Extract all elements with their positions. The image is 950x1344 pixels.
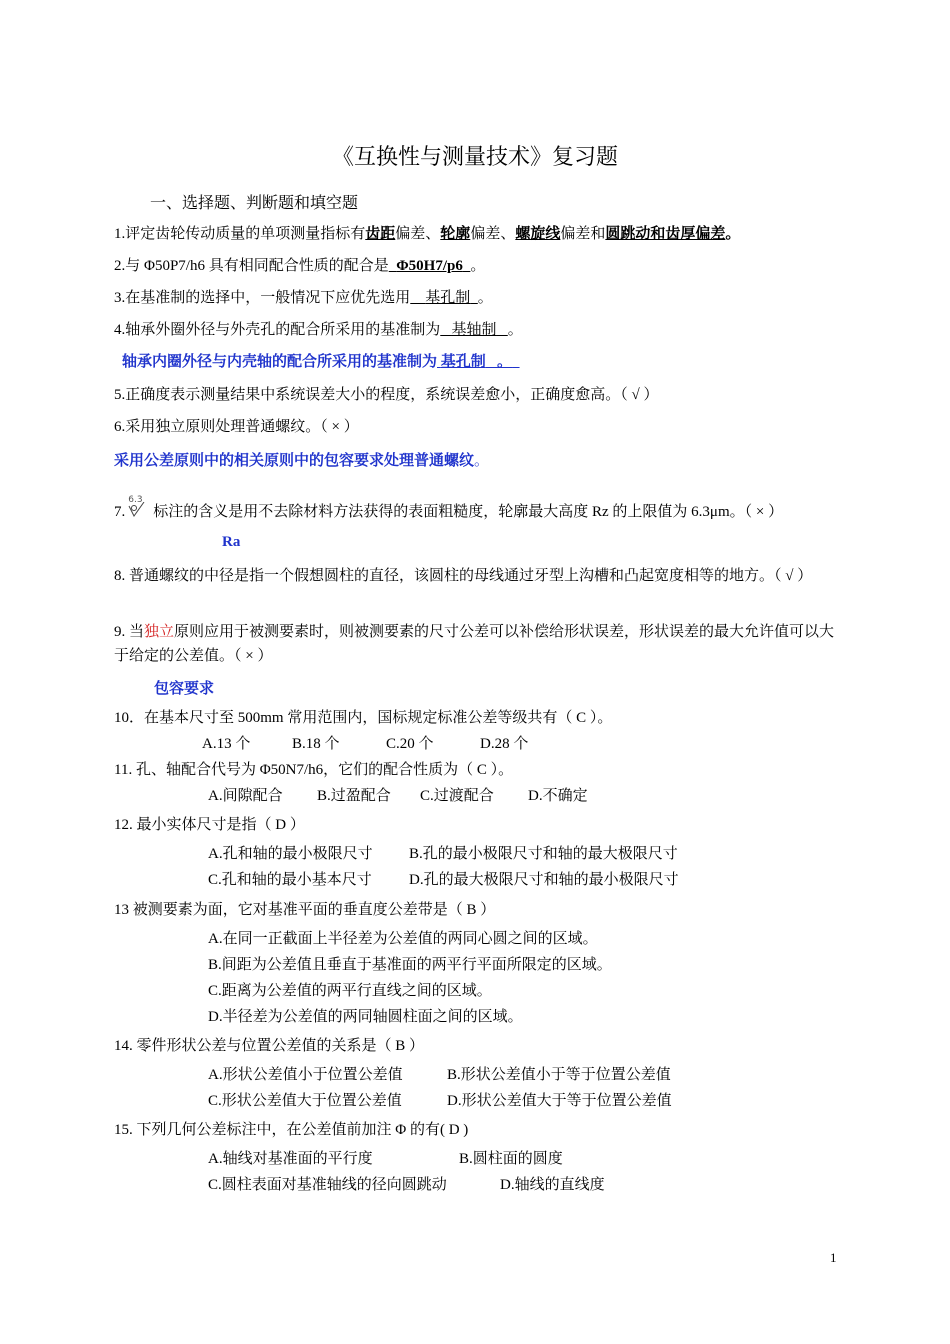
- answer-4-note: 基孔制 。: [440, 354, 513, 370]
- question-9-note: 包容要求: [154, 681, 215, 697]
- question-13: 13 被测要素为面，它对基准平面的垂直度公差带是（ B ）: [114, 902, 496, 918]
- q14-option-d: D.形状公差值大于等于位置公差值: [447, 1093, 672, 1109]
- question-5: 5.正确度表示测量结果中系统误差大小的程度，系统误差愈小，正确度愈高。（ √ ）: [114, 387, 659, 403]
- answer-1c: 螺旋线: [515, 226, 561, 242]
- question-3: 3.在基准制的选择中，一般情况下应优先选用 基孔制 。: [114, 290, 493, 306]
- answer-3: 基孔制: [425, 290, 471, 306]
- question-6: 6.采用独立原则处理普通螺纹。（ × ）: [114, 419, 359, 435]
- answer-1a: 齿距: [365, 226, 396, 242]
- q11-option-b: B.过盈配合: [317, 788, 391, 804]
- question-12: 12. 最小实体尺寸是指（ D ）: [114, 817, 305, 833]
- question-11: 11. 孔、轴配合代号为 Φ50N7/h6，它们的配合性质为（ C ）。: [114, 762, 514, 778]
- question-2: 2.与 Φ50P7/h6 具有相同配合性质的配合是 Φ50H7/p6 。: [114, 258, 486, 274]
- q14-option-a: A.形状公差值小于位置公差值: [208, 1067, 403, 1083]
- question-6-note: 采用公差原则中的相关原则中的包容要求处理普通螺纹。: [114, 453, 490, 469]
- question-15: 15. 下列几何公差标注中，在公差值前加注 Φ 的有( D ): [114, 1122, 469, 1138]
- q10-option-a: A.13 个: [202, 736, 251, 752]
- question-7: 7. 6.3 标注的含义是用不去除材料方法获得的表面粗糙度，轮廓最大高度 Rz 的上限值为 6.3μm。（ × ）: [114, 495, 784, 520]
- page-title: 《互换性与测量技术》复习题: [331, 145, 618, 170]
- question-4-note: 轴承内圈外径与内壳轴的配合所采用的基准制为 基孔制 。: [122, 352, 520, 372]
- q11-option-d: D.不确定: [528, 788, 588, 804]
- q15-option-c: C.圆柱表面对基准轴线的径向圆跳动: [208, 1177, 447, 1193]
- question-10: 10．在基本尺寸至 500mm 常用范围内，国标规定标准公差等级共有（ C ）。: [114, 710, 613, 726]
- q11-option-c: C.过渡配合: [420, 788, 494, 804]
- q15-option-b: B.圆柱面的圆度: [459, 1151, 563, 1167]
- section-heading: 一、选择题、判断题和填空题: [150, 193, 359, 212]
- question-14: 14. 零件形状公差与位置公差值的关系是（ B ）: [114, 1038, 425, 1054]
- q13-option-c: C.距离为公差值的两平行直线之间的区域。: [208, 983, 492, 999]
- q10-option-b: B.18 个: [292, 736, 340, 752]
- q13-option-a: A.在同一正截面上半径差为公差值的两同心圆之间的区域。: [208, 931, 598, 947]
- q12-option-d: D.孔的最大极限尺寸和轴的最小极限尺寸: [409, 872, 679, 888]
- q12-option-a: A.孔和轴的最小极限尺寸: [208, 846, 373, 862]
- question-7-note: Ra: [222, 534, 241, 550]
- answer-1b: 轮廓: [440, 226, 471, 242]
- answer-2: Φ50H7/p6: [396, 258, 463, 274]
- question-8: 8. 普通螺纹的中径是指一个假想圆柱的直径，该圆柱的母线通过牙型上沟槽和凸起宽度相等的地方。（ √ ）: [114, 568, 813, 584]
- q15-option-a: A.轴线对基准面的平行度: [208, 1151, 373, 1167]
- question-1: 1.评定齿轮传动质量的单项测量指标有齿距偏差、轮廓偏差、螺旋线偏差和圆跳动和齿厚偏差。: [114, 226, 741, 242]
- q12-option-c: C.孔和轴的最小基本尺寸: [208, 872, 372, 888]
- q13-option-d: D.半径差为公差值的两同轴圆柱面之间的区域。: [208, 1009, 523, 1025]
- q10-option-c: C.20 个: [386, 736, 434, 752]
- surface-roughness-symbol-icon: 6.3: [128, 500, 150, 518]
- question-4: 4.轴承外圈外径与外壳孔的配合所采用的基准制为 基轴制 。: [114, 322, 523, 338]
- page-number: 1: [830, 1250, 837, 1265]
- q14-option-c: C.形状公差值大于位置公差值: [208, 1093, 402, 1109]
- q12-option-b: B.孔的最小极限尺寸和轴的最大极限尺寸: [409, 846, 678, 862]
- q11-option-a: A.间隙配合: [208, 788, 283, 804]
- answer-4: 基轴制: [451, 322, 497, 338]
- answer-1d: 圆跳动和齿厚偏差: [605, 226, 726, 242]
- question-9: 9. 当独立原则应用于被测要素时，则被测要素的尺寸公差可以补偿给形状误差，形状误差的最大允许值可以大于给定的公差值。（ × ）: [114, 624, 835, 664]
- q15-option-d: D.轴线的直线度: [500, 1177, 605, 1193]
- q13-option-b: B.间距为公差值且垂直于基准面的两平行平面所限定的区域。: [208, 957, 612, 973]
- q14-option-b: B.形状公差值小于等于位置公差值: [447, 1067, 671, 1083]
- q10-option-d: D.28 个: [480, 736, 529, 752]
